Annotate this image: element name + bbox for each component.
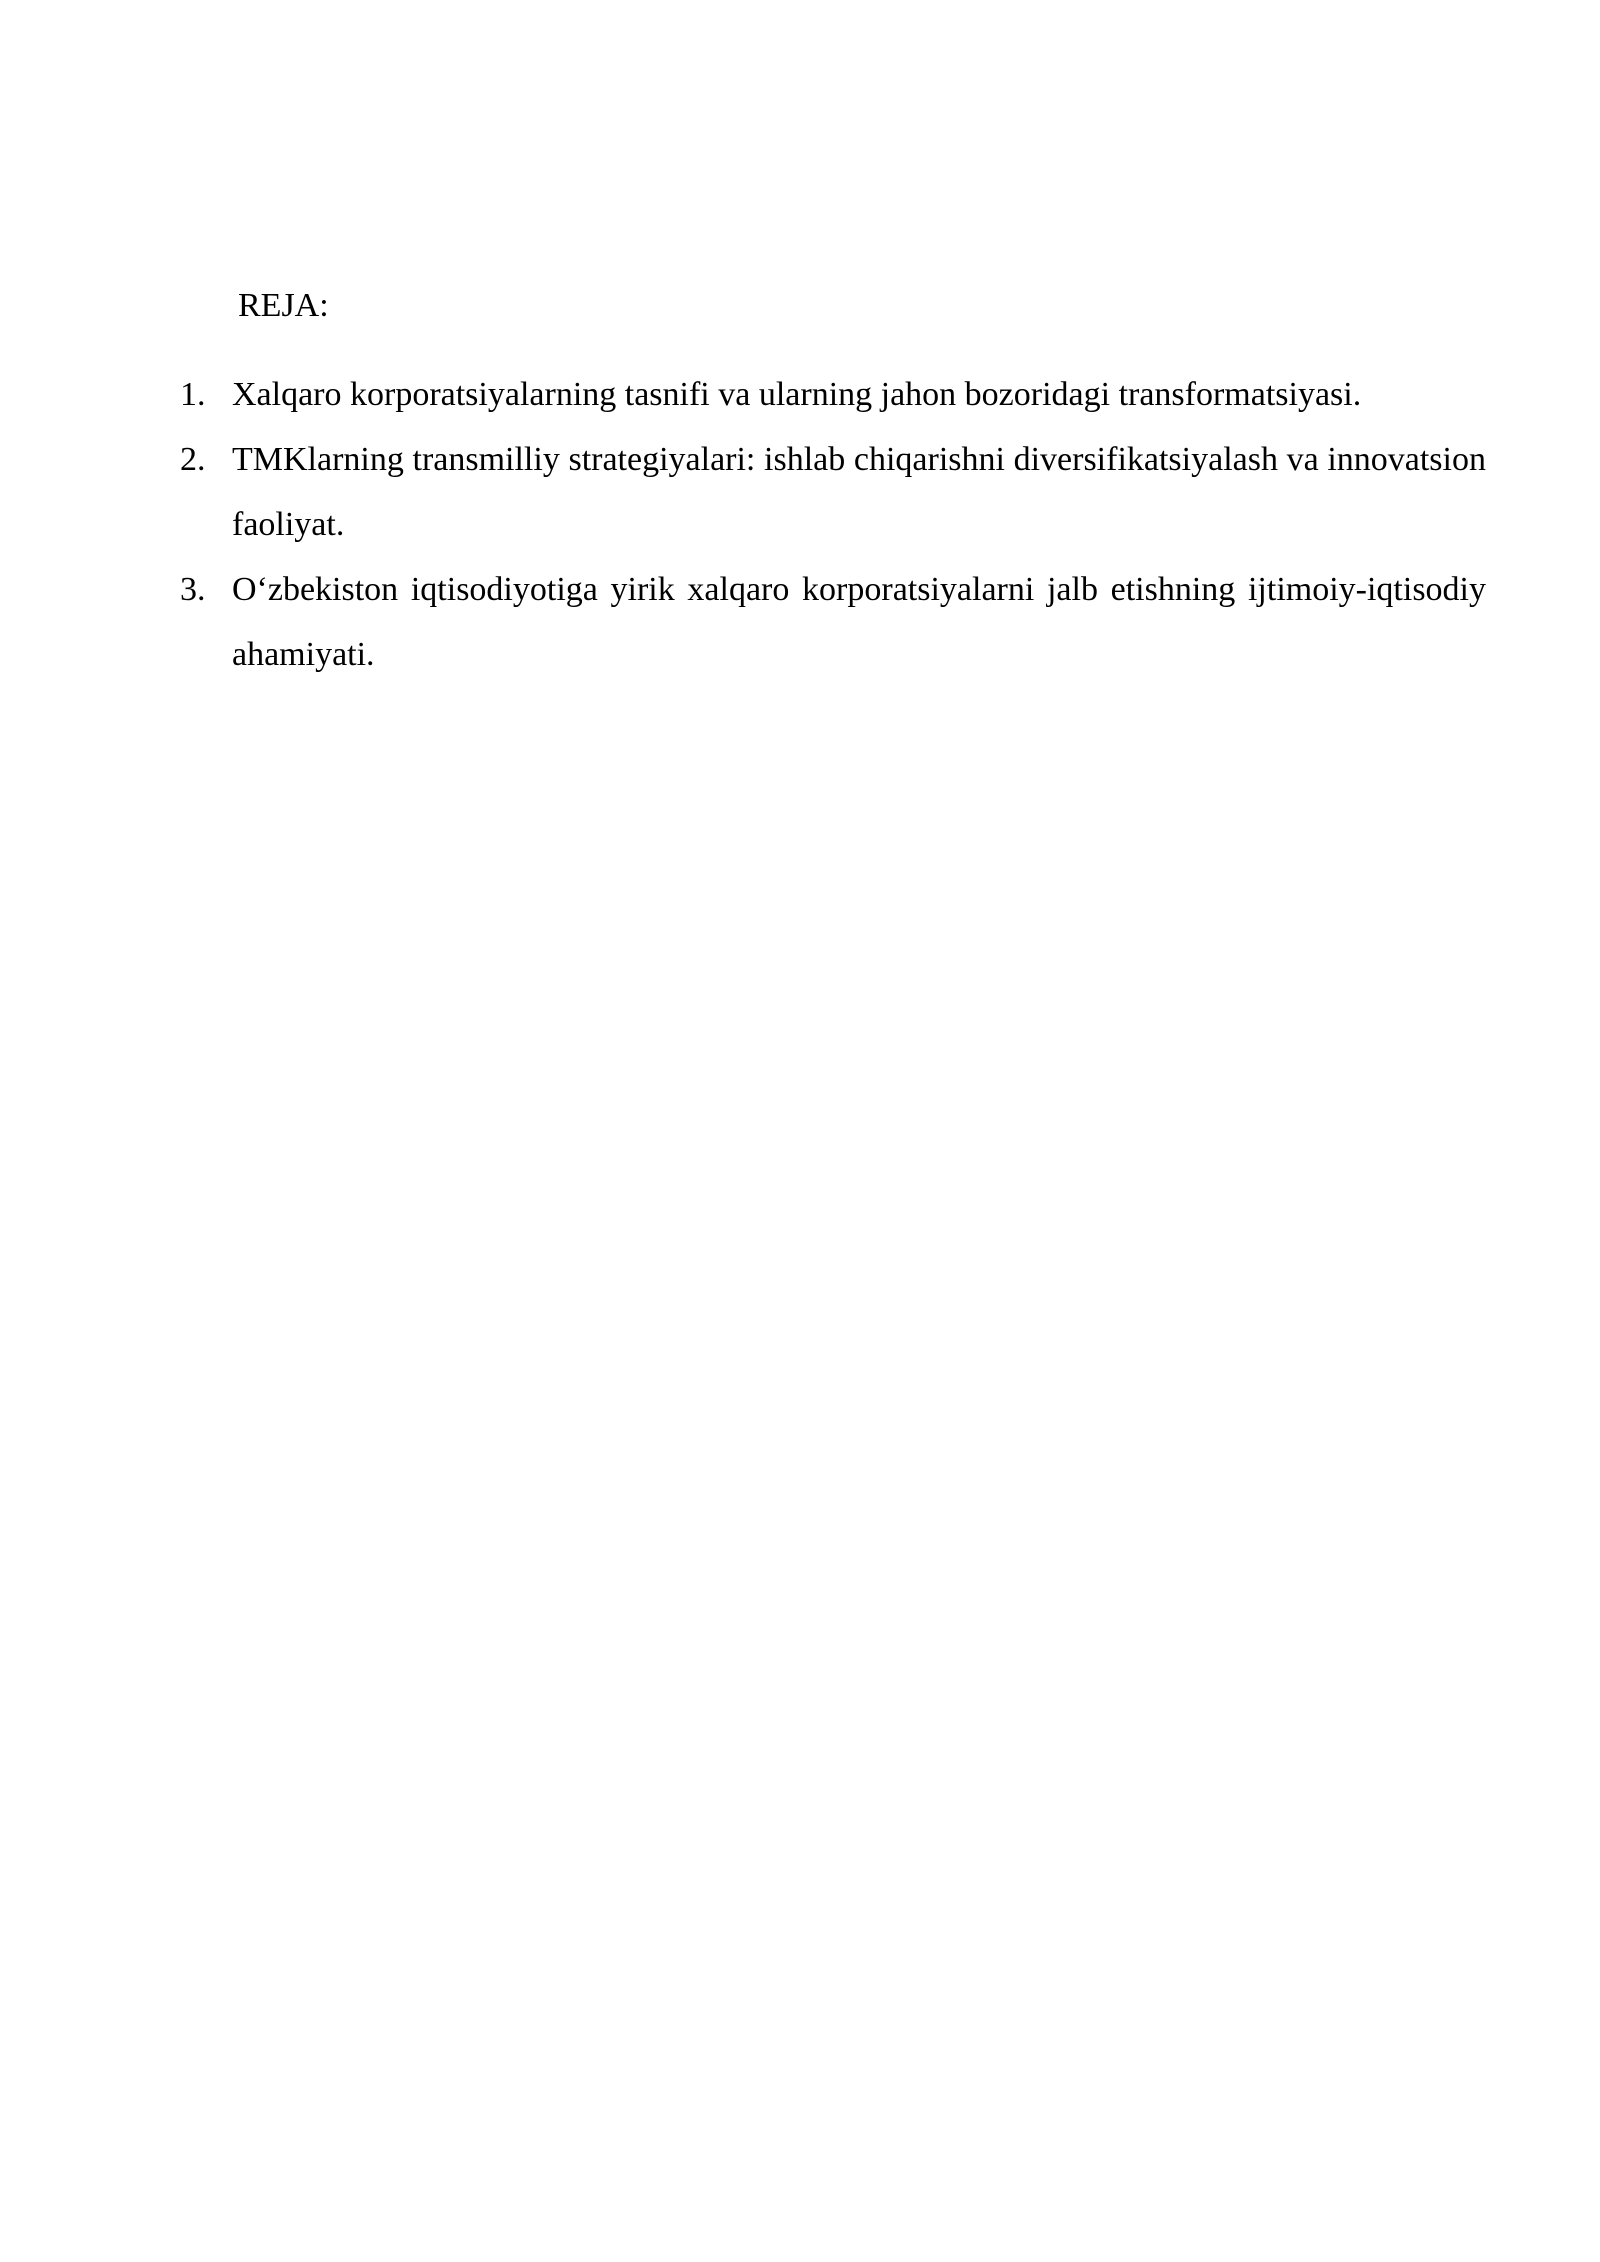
list-item-number: 2. — [180, 441, 206, 478]
plan-list — [180, 362, 1486, 687]
list-item — [180, 557, 1486, 687]
list-item-number: 1. — [180, 376, 206, 413]
list-item-text: TMKlarning transmilliy strategiyalari: ishlab chiqarishni diversifikatsiyalash va innovatsion faoliyat. — [232, 441, 1486, 543]
list-item-number: 3. — [180, 571, 206, 608]
list-item-text: O‘zbekiston iqtisodiyotiga yirik xalqaro korporatsiyalarni jalb etishning ijtimoiy-iqtisodiy ahamiyati. — [232, 571, 1486, 673]
list-item — [180, 362, 1486, 427]
list-item — [180, 427, 1486, 557]
list-item-text: Xalqaro korporatsiyalarning tasnifi va ularning jahon bozoridagi transformatsiyasi. — [232, 376, 1362, 413]
plan-heading: REJA: — [238, 287, 329, 324]
